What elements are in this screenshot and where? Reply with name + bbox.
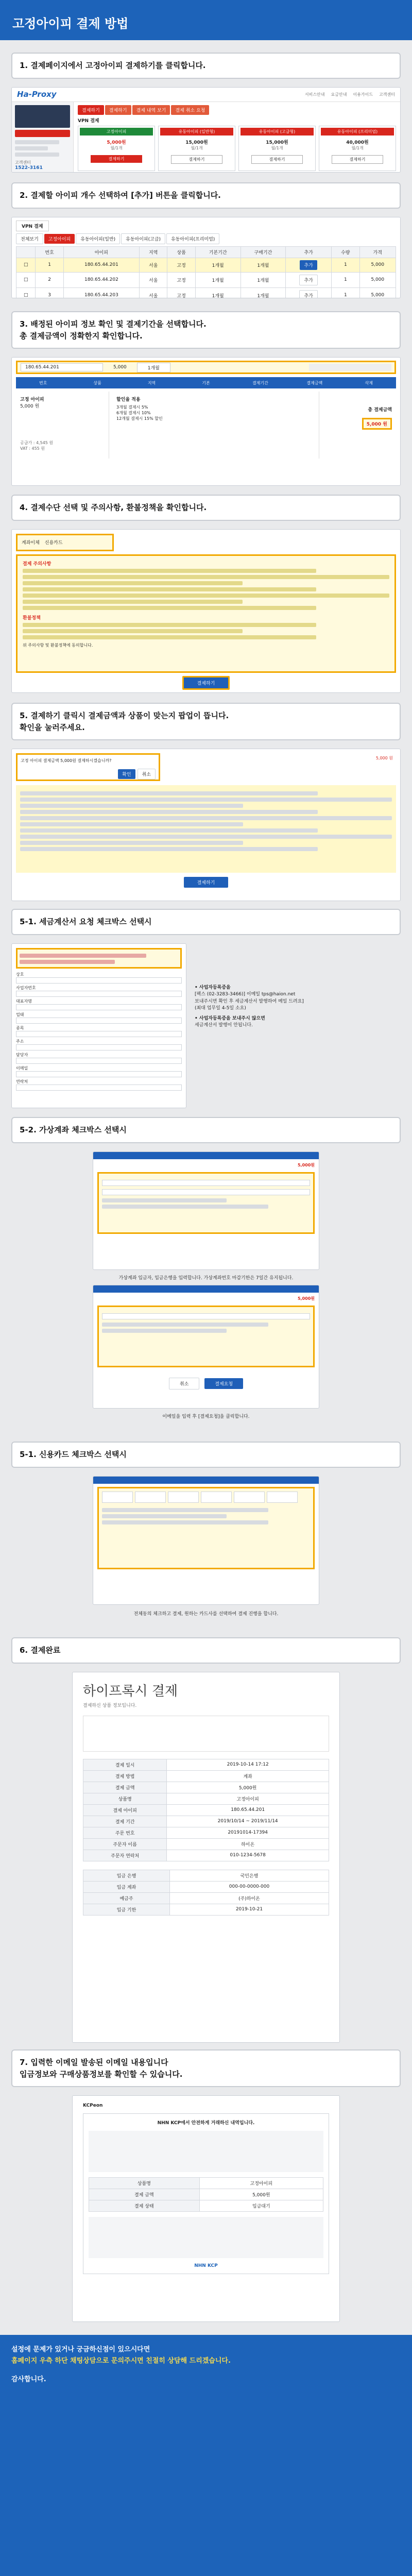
step-title: 3. 배정된 아이피 정보 확인 및 결제기간을 선택합니다. 총 결제금액이 정확한지 확인합니다. <box>11 311 401 349</box>
virtual-account-screenshot-2 <box>93 1285 319 1409</box>
card-option[interactable] <box>135 1492 166 1503</box>
filter-tab[interactable]: 유동아이피(일반) <box>76 233 120 244</box>
table-row: 주문 번호 20191014-17394 <box>83 1827 329 1838</box>
caption: 가상계좌 입금자, 입금은행을 입력합니다. 가상계좌번호 마감기한은 7일간 유지됩니다. <box>118 1275 294 1281</box>
step-6-section <box>0 1634 412 2046</box>
ip-select-screenshot <box>11 217 401 298</box>
pay-button[interactable]: 결제하기 <box>91 155 142 163</box>
plan-unit: 월/1개 <box>191 145 203 150</box>
step-5-1-tax-section <box>0 906 412 1114</box>
caption: 이메일을 입력 후 [결제요청]을 클릭합니다. <box>162 1414 250 1419</box>
field-label: 이메일 <box>16 1065 28 1071</box>
tab-history[interactable]: 결제 내역 보기 <box>132 105 170 115</box>
tax-note: • 사업자등록증을 [팩스 (02-3283-3466)] 이메일 tps@haion.net 보내주시면 확인 후 세금계산서 발행하여 메일 드려요] (최대 업무일 4-5일 소요) • 사업자등록증을 보내주시 않으면 세금계산서 발행이 안됩니다. <box>195 985 304 1028</box>
sidebar <box>12 102 74 172</box>
field-label: 상호 <box>16 972 24 977</box>
footer <box>0 2335 412 2395</box>
bank-table <box>83 1870 329 1916</box>
discount-row: 3개월 결제시 5% <box>116 405 148 410</box>
ip-table <box>16 246 396 298</box>
add-button[interactable]: 추가 <box>299 290 317 298</box>
vpn-heading: VPN 결제 <box>78 118 99 124</box>
plan-card-fixed[interactable] <box>78 126 155 171</box>
filter-tab[interactable]: 전체보기 <box>16 233 43 244</box>
table-row: 결제 기간 2019/10/14 ~ 2019/11/14 <box>83 1816 329 1827</box>
table-row: 상품명 고정아이피 <box>83 1793 329 1804</box>
plan-price: 15,000원 <box>185 140 208 145</box>
pay-button[interactable]: 결제하기 <box>251 155 302 164</box>
table-row: 결제 일시 2019-10-14 17:12 <box>83 1759 329 1770</box>
table-row: 입금 기한 2019-10-21 <box>83 1904 329 1915</box>
field-label: 대표자명 <box>16 998 32 1004</box>
field-input[interactable] <box>16 1071 182 1077</box>
table-row: 결제 방법 계좌 <box>83 1770 329 1782</box>
footer-line: 설정에 문제가 있거나 궁금하신점이 있으시다면 <box>11 2346 150 2353</box>
step-4-section <box>0 492 412 700</box>
cart-header: 번호 상품 지역 기본 결제기간 결제금액 삭제 <box>16 377 396 388</box>
step-7-section <box>0 2046 412 2335</box>
field-input[interactable] <box>16 1004 182 1010</box>
menu-item[interactable]: 이용가이드 <box>353 92 373 97</box>
field-input[interactable] <box>16 991 182 997</box>
menu-item[interactable]: 요금안내 <box>331 92 347 97</box>
step-5-2-section <box>0 1114 412 1438</box>
cancel-button[interactable]: 취소 <box>169 1378 199 1389</box>
cancel-button[interactable]: 취소 <box>138 769 156 779</box>
card-option[interactable] <box>201 1492 232 1503</box>
table-row: 결제 금액 5,000원 <box>83 1782 329 1793</box>
discount-row: 12개월 결제시 15% 할인 <box>116 416 163 421</box>
radio-card[interactable]: 신용카드 <box>44 540 63 546</box>
menu-item[interactable]: 서비스안내 <box>304 92 325 97</box>
pay-submit-button[interactable]: 결제하기 <box>184 877 229 888</box>
step-5-section <box>0 700 412 906</box>
table-row[interactable]: □ 3 180.65.44.203 서울 고정 1개월 1개월 추가 1 5,000 <box>16 287 396 298</box>
field-input[interactable] <box>16 1058 182 1064</box>
plan-unit: 월/1개 <box>271 145 283 150</box>
field-label: 담당자 <box>16 1052 28 1057</box>
table-row: 주문자 연락처 010-1234-5678 <box>83 1850 329 1861</box>
step-title: 5. 결제하기 클릭시 결제금액과 상품이 맞는지 팝업이 뜹니다. 확인을 눌러주세요. <box>11 703 401 740</box>
product-price: 5,000 원 <box>20 404 40 409</box>
field-label: 사업자번호 <box>16 985 36 990</box>
sidebar-label: 고객센터 <box>15 160 31 165</box>
price-tag: 5,000 원 <box>375 756 393 760</box>
discount-row: 6개월 결제시 10% <box>116 411 151 415</box>
step-title: 5-1. 세금계산서 요청 체크박스 선택시 <box>11 909 401 935</box>
step-title: 6. 결제완료 <box>11 1637 401 1664</box>
step-5-1-card-section <box>0 1438 412 1634</box>
ip-value: 180.65.44.201 <box>21 363 103 371</box>
plan-price: 5,000원 <box>107 140 126 145</box>
page-header: 고정아이피 결제 방법 <box>0 0 412 40</box>
plan-unit: 월/1개 <box>351 145 364 150</box>
field-label: 종목 <box>16 1025 24 1030</box>
field-input[interactable] <box>16 1044 182 1050</box>
payment-page-screenshot <box>11 87 401 173</box>
virtual-account-screenshot-1 <box>93 1151 319 1270</box>
filter-tab-fixed[interactable]: 고정아이피 <box>44 234 75 244</box>
tab-cancel[interactable]: 결제 취소 요청 <box>171 105 209 115</box>
field-input[interactable] <box>16 977 182 984</box>
plan-price: 40,000원 <box>346 140 369 145</box>
vpn-heading: VPN 결제 <box>16 221 49 231</box>
field-input[interactable] <box>16 1018 182 1024</box>
caption: 전체동의 체크하고 결제, 원하는 카드사를 선택하여 결제 진행을 합니다. <box>133 1611 279 1617</box>
card-option[interactable] <box>102 1492 133 1503</box>
email-input[interactable] <box>102 1313 310 1319</box>
complete-heading: 하이프록시 결제 <box>83 1683 178 1699</box>
confirm-popup-screenshot <box>11 749 401 901</box>
table-row: 결제 금액 5,000원 <box>89 2189 323 2200</box>
add-button[interactable]: 추가 <box>300 260 317 270</box>
step-title: 1. 결제페이지에서 고정아이피 결제하기를 클릭합니다. <box>11 53 401 79</box>
amount: 5,000원 <box>297 1162 315 1167</box>
order-table <box>83 1759 329 1861</box>
discount-title: 할인율 적용 <box>116 397 141 402</box>
card-option[interactable] <box>234 1492 265 1503</box>
step-title: 5-1. 신용카드 체크박스 선택시 <box>11 1442 401 1468</box>
step-title: 2. 결제할 아이피 개수 선택하여 [추가] 버튼을 클릭합니다. <box>11 182 401 209</box>
pay-request-button[interactable]: 결제요청 <box>204 1378 243 1389</box>
mail-from: KCPeon <box>83 2103 103 2108</box>
plan-name: 유동아이피 (프리미엄) <box>321 128 394 135</box>
total-label: 총 결제금액 <box>368 408 392 413</box>
product-name: 고정 아이피 <box>20 397 44 402</box>
field-label: 업태 <box>16 1012 24 1017</box>
footer-line-highlight: 홈페이지 우측 하단 채팅상담으로 문의주시면 친절히 상담해 드리겠습니다. <box>11 2357 231 2365</box>
pay-button[interactable]: 결제하기 <box>171 155 222 164</box>
ok-button[interactable]: 확인 <box>118 769 135 779</box>
field-label: 연락처 <box>16 1079 28 1084</box>
amount: 5,000원 <box>297 1296 315 1301</box>
complete-sub: 결제하신 상품 정보입니다. <box>83 1703 137 1708</box>
mail-table <box>89 2177 323 2212</box>
table-row: 예금주 (주)하이온 <box>83 1892 329 1904</box>
plan-unit: 월/1개 <box>110 145 123 150</box>
footer-thanks: 감사합니다. <box>11 2376 46 2384</box>
period-select[interactable]: 1개월 <box>137 363 170 372</box>
step-2-section <box>0 179 412 308</box>
radio-bank-transfer[interactable]: 계좌이체 <box>22 540 40 546</box>
table-row: 주문자 이름 하이온 <box>83 1838 329 1850</box>
vat: VAT : 455 원 <box>20 446 45 451</box>
popup-text: 고정 아이피 결제금액 5,000원 결제하시겠습니까? <box>21 758 112 763</box>
card-option[interactable] <box>168 1492 199 1503</box>
price-value: 5,000 <box>113 365 127 370</box>
table-row[interactable]: □ 2 180.65.44.202 서울 고정 1개월 1개월 추가 1 5,000 <box>16 272 396 287</box>
refund-title: 환불정책 <box>23 615 41 621</box>
card-option[interactable] <box>267 1492 298 1503</box>
plan-card[interactable] <box>158 126 235 171</box>
notice-box <box>16 554 396 673</box>
plan-name: 유동아이피 (일반형) <box>160 128 233 135</box>
plan-card[interactable] <box>319 126 396 171</box>
plan-name: 고정아이피 <box>80 128 153 135</box>
plan-name: 유동아이피 (고급형) <box>241 128 314 135</box>
pay-button[interactable]: 결제하기 <box>332 155 383 164</box>
supply-price: 공급가 : 4,545 원 <box>20 440 54 445</box>
tab-pay[interactable]: 결제하기 <box>78 105 104 115</box>
table-row: 결제 아이피 180.65.44.201 <box>83 1804 329 1816</box>
table-row: 입금 계좌 000-00-0000-000 <box>83 1881 329 1892</box>
mail-heading: NHN KCP에서 안전하게 거래하신 내역입니다. <box>157 2121 255 2126</box>
step-3-section <box>0 308 412 492</box>
pay-submit-button[interactable]: 결제하기 <box>182 676 230 690</box>
card-screenshot <box>93 1476 319 1605</box>
table-header: 번호 아이피 지역 상품 기본기간 구매기간 추가 수량 가격 <box>16 246 396 258</box>
step-title: 4. 결제수단 선택 및 주의사항, 환불정책을 확인합니다. <box>11 495 401 521</box>
total-amount: 5,000 원 <box>362 418 392 430</box>
table-row: 입금 은행 국민은행 <box>83 1870 329 1881</box>
tax-form-screenshot <box>11 943 186 1108</box>
field-label: 주소 <box>16 1039 24 1044</box>
field-input[interactable] <box>16 1031 182 1037</box>
plan-price: 15,000원 <box>266 140 288 145</box>
complete-screenshot <box>72 1672 340 2043</box>
kcp-logo: NHN KCP <box>194 2263 218 2268</box>
filter-tab[interactable]: 유동아이피(고급) <box>121 233 165 244</box>
logo: Ha-Proxy <box>17 90 57 99</box>
sidebar-phone: 1522-3161 <box>15 165 43 171</box>
field-input[interactable] <box>16 1084 182 1091</box>
table-row: 결제 상태 입금대기 <box>89 2200 323 2212</box>
email-screenshot <box>72 2095 340 2322</box>
menu-item[interactable]: 고객센터 <box>379 92 395 97</box>
table-row: 상품명 고정아이피 <box>89 2178 323 2189</box>
filter-tab[interactable]: 유동아이피(프리미엄) <box>166 233 219 244</box>
table-row[interactable]: □ 1 180.65.44.201 서울 고정 1개월 1개월 추가 1 5,000 <box>16 258 396 272</box>
agree-checkbox[interactable]: 위 주의사항 및 환불정책에 동의합니다. <box>23 642 93 648</box>
confirm-screenshot <box>11 357 401 486</box>
tab-pay-alt[interactable]: 결제하기 <box>105 105 131 115</box>
add-button[interactable]: 추가 <box>299 275 317 285</box>
depositor-input[interactable] <box>102 1180 310 1186</box>
step-title: 7. 입력한 이메일 발송된 이메일 내용입니다 입금정보와 구매상품정보를 확인할 수 있습니다. <box>11 2049 401 2087</box>
step-1-section <box>0 40 412 179</box>
confirm-popup <box>16 753 160 781</box>
plan-card[interactable] <box>238 126 316 171</box>
step-title: 5-2. 가상계좌 체크박스 선택시 <box>11 1117 401 1143</box>
notice-title: 결제 주의사항 <box>23 561 52 567</box>
pay-method-screenshot <box>11 529 401 693</box>
bank-select[interactable] <box>102 1189 310 1195</box>
